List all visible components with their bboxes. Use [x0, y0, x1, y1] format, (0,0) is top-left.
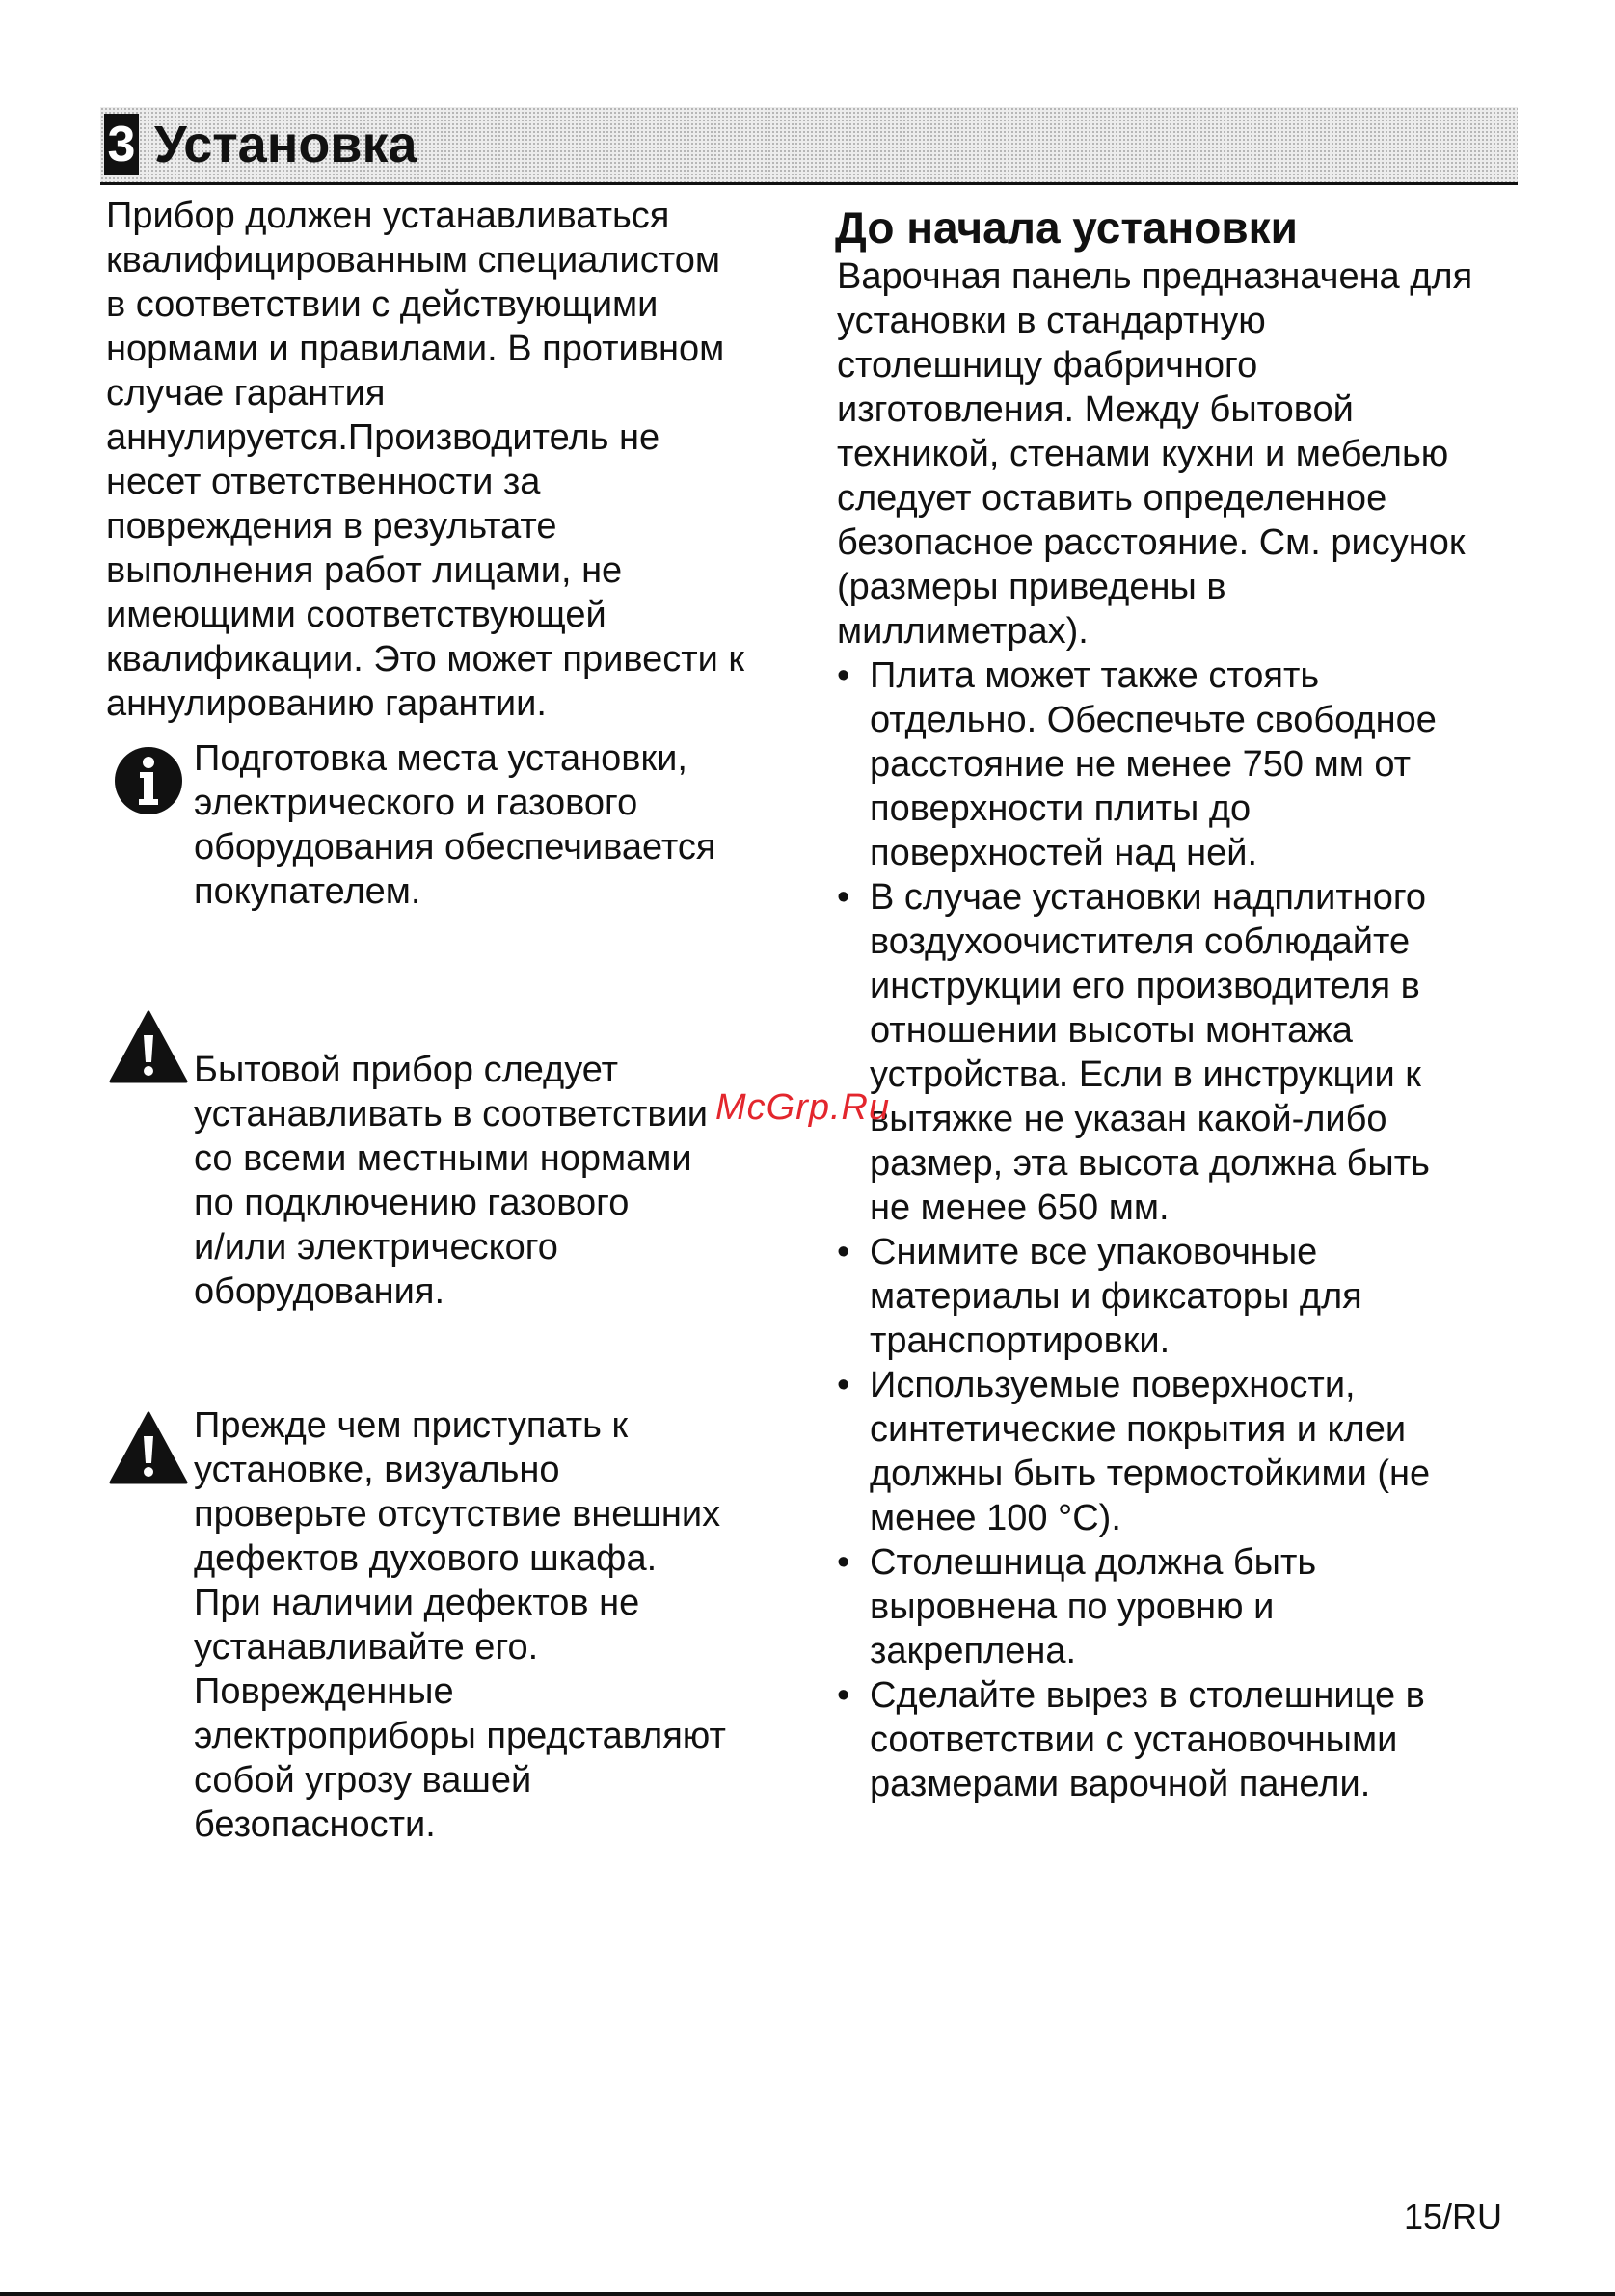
before-installation-heading: До начала установки — [835, 202, 1298, 253]
list-item-text: Снимите все упаковочные материалы и фиксаторы для транспортировки. — [870, 1232, 1362, 1361]
warning-icon — [109, 1008, 188, 1087]
list-item — [835, 654, 1529, 875]
header-divider — [100, 182, 1518, 185]
list-item-text: Используемые поверхности, синтетические покрытия и клеи должны быть термостойкими (не менее 100 °C). — [870, 1365, 1431, 1538]
warning-note-inspection: Прежде чем приступать к установке, визуально проверьте отсутствие внешних дефектов духового шкафа. При наличии дефектов не устанавливайте его. Поврежденные электроприборы представляют собой угрозу вашей безопасности. — [194, 1405, 726, 1845]
list-item-text: Плита может также стоять отдельно. Обеспечьте свободное расстояние не менее 750 мм от поверхности плиты до поверхностей над ней. — [870, 655, 1437, 873]
warning-note-regulations: Бытовой прибор следует устанавливать в соответствии со всеми местными нормами по подключению газового и/или электрического оборудования. — [194, 1050, 709, 1312]
bullet-icon: • — [837, 655, 850, 696]
list-item-text: Столешница должна быть выровнена по уровню и закреплена. — [870, 1542, 1317, 1671]
list-item — [835, 1673, 1529, 1806]
bullet-icon: • — [837, 1675, 850, 1716]
bullet-icon: • — [837, 877, 850, 918]
page-number: 15/RU — [1404, 2197, 1503, 2236]
list-item-text: Сделайте вырез в столешнице в соответствии с установочными размерами варочной панели. — [870, 1675, 1425, 1804]
chapter-number: 3 — [104, 114, 139, 175]
watermark: McGrp.Ru — [715, 1087, 891, 1128]
warning-icon — [109, 1409, 188, 1488]
bottom-divider — [0, 2292, 1615, 2296]
list-item — [835, 1540, 1529, 1673]
list-item — [835, 1230, 1529, 1363]
info-note-text: Подготовка места установки, электрического и газового оборудования обеспечивается покупателем. — [194, 738, 716, 912]
list-item-text: В случае установки надплитного воздухоочистителя соблюдайте инструкции его производителя в отношении высоты монтажа устройства. Если в инструкции к вытяжке не указан какой-либо размер, эта высота должна быть не менее 650 мм. — [870, 877, 1430, 1228]
bullet-icon: • — [837, 1232, 850, 1272]
before-installation-intro: Варочная панель предназначена для установки в стандартную столешницу фабричного изготовления. Между бытовой техникой, стенами кухни и мебелью следует оставить определенное безопасное расстояние. См. рисунок (размеры приведены в миллиметрах). — [837, 256, 1473, 652]
list-item — [835, 875, 1529, 1230]
info-icon — [113, 745, 184, 816]
bullet-icon: • — [837, 1542, 850, 1583]
list-item — [835, 1363, 1529, 1540]
installation-intro-text: Прибор должен устанавливаться квалифицированным специалистом в соответствии с действующими нормами и правилами. В противном случае гарантия аннулируется.Производитель не несет ответственности за повреждения в результате выполнения работ лицами, не имеющими соответствующей квалификации. Это может привести к аннулированию гарантии. — [106, 196, 745, 724]
installation-requirements-list — [835, 654, 1529, 1806]
section-title: Установка — [154, 116, 417, 174]
bullet-icon: • — [837, 1365, 850, 1405]
